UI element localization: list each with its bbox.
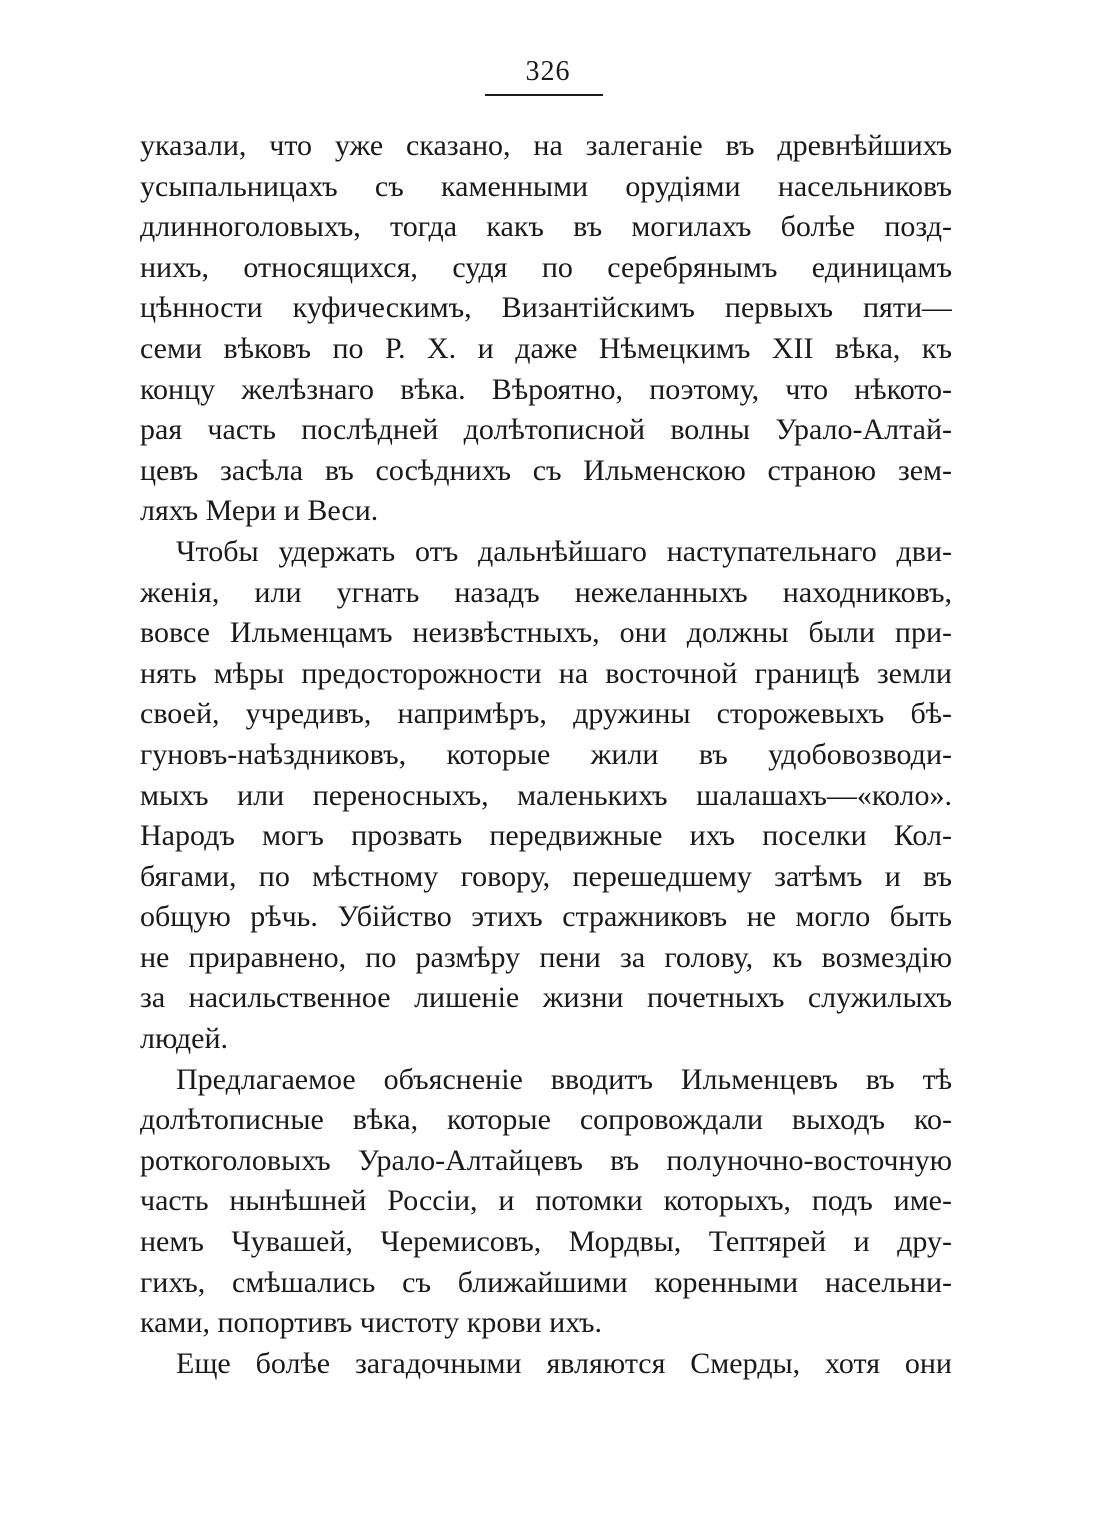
paragraph xyxy=(140,126,952,532)
text-line: роткоголовыхъ Урало-Алтайцевъ въ полуночно-восточную xyxy=(140,1143,952,1177)
text-line: нять мѣры предосторожности на восточной границѣ земли xyxy=(140,656,952,690)
text-line: долѣтописные вѣка, которые сопровождали выходъ ко- xyxy=(140,1103,952,1137)
text-line: семи вѣковъ по Р. Х. и даже Нѣмецкимъ XII вѣка, къ xyxy=(140,331,952,365)
text-line: за насильственное лишеніе жизни почетныхъ служилыхъ xyxy=(140,981,952,1015)
text-line: ками, попортивъ чистоту крови ихъ. xyxy=(140,1306,602,1340)
text-line: людей. xyxy=(140,1022,228,1056)
text-line: общую рѣчь. Убійство этихъ стражниковъ не могло быть xyxy=(140,900,952,934)
text-line: ляхъ Мери и Веси. xyxy=(140,494,379,528)
text-line: женія, или угнать назадъ нежеланныхъ находниковъ, xyxy=(140,575,952,609)
paragraph xyxy=(140,1344,952,1385)
paragraph xyxy=(140,1060,952,1344)
text-line: длинноголовыхъ, тогда какъ въ могилахъ болѣе позд- xyxy=(140,210,952,244)
text-line: указали, что уже сказано, на залеганіе въ древнѣйшихъ xyxy=(140,129,952,162)
text-line: мыхъ или переносныхъ, маленькихъ шалашахъ—«коло». xyxy=(140,778,952,812)
text-line: часть нынѣшней Россіи, и потомки которыхъ, подъ име- xyxy=(140,1184,952,1218)
page-number-rule xyxy=(485,94,603,96)
text-line: Чтобы удержать отъ дальнѣйшаго наступательнаго дви- xyxy=(176,534,952,568)
text-line: не приравнено, по размѣру пени за голову, къ возмездію xyxy=(140,940,952,974)
text-line: Еще болѣе загадочными являются Смерды, хотя они xyxy=(176,1346,952,1380)
page-number: 326 xyxy=(525,56,571,87)
text-line: бягами, по мѣстному говору, перешедшему затѣмъ и въ xyxy=(140,859,952,893)
text-line: вовсе Ильменцамъ неизвѣстныхъ, они должны были при- xyxy=(140,616,952,650)
text-line: гихъ, смѣшались съ ближайшими коренными насельни- xyxy=(140,1265,952,1299)
text-line: Предлагаемое объясненіе вводитъ Ильменцевъ въ тѣ xyxy=(176,1062,952,1096)
text-line: цѣнности куфическимъ, Византійскимъ первыхъ пяти— xyxy=(140,291,952,325)
text-line: своей, учредивъ, напримѣръ, дружины сторожевыхъ бѣ- xyxy=(140,697,952,731)
paragraph xyxy=(140,532,952,1060)
text-line: усыпальницахъ съ каменными орудіями насельниковъ xyxy=(140,169,952,203)
text-line: гуновъ-наѣздниковъ, которые жили въ удобовозводи- xyxy=(140,737,952,771)
text-line: Народъ могъ прозвать передвижные ихъ поселки Кол- xyxy=(140,819,952,853)
text-line: рая часть послѣдней долѣтописной волны Урало-Алтай- xyxy=(140,413,952,447)
text-line: нихъ, относящихся, судя по серебрянымъ единицамъ xyxy=(140,250,952,284)
text-line: немъ Чувашей, Черемисовъ, Мордвы, Тептярей и дру- xyxy=(140,1225,952,1259)
body-text xyxy=(140,126,952,1384)
text-line: цевъ засѣла въ сосѣднихъ съ Ильменскою страною зем- xyxy=(140,453,952,487)
text-line: концу желѣзнаго вѣка. Вѣроятно, поэтому, что нѣкото- xyxy=(140,372,952,406)
